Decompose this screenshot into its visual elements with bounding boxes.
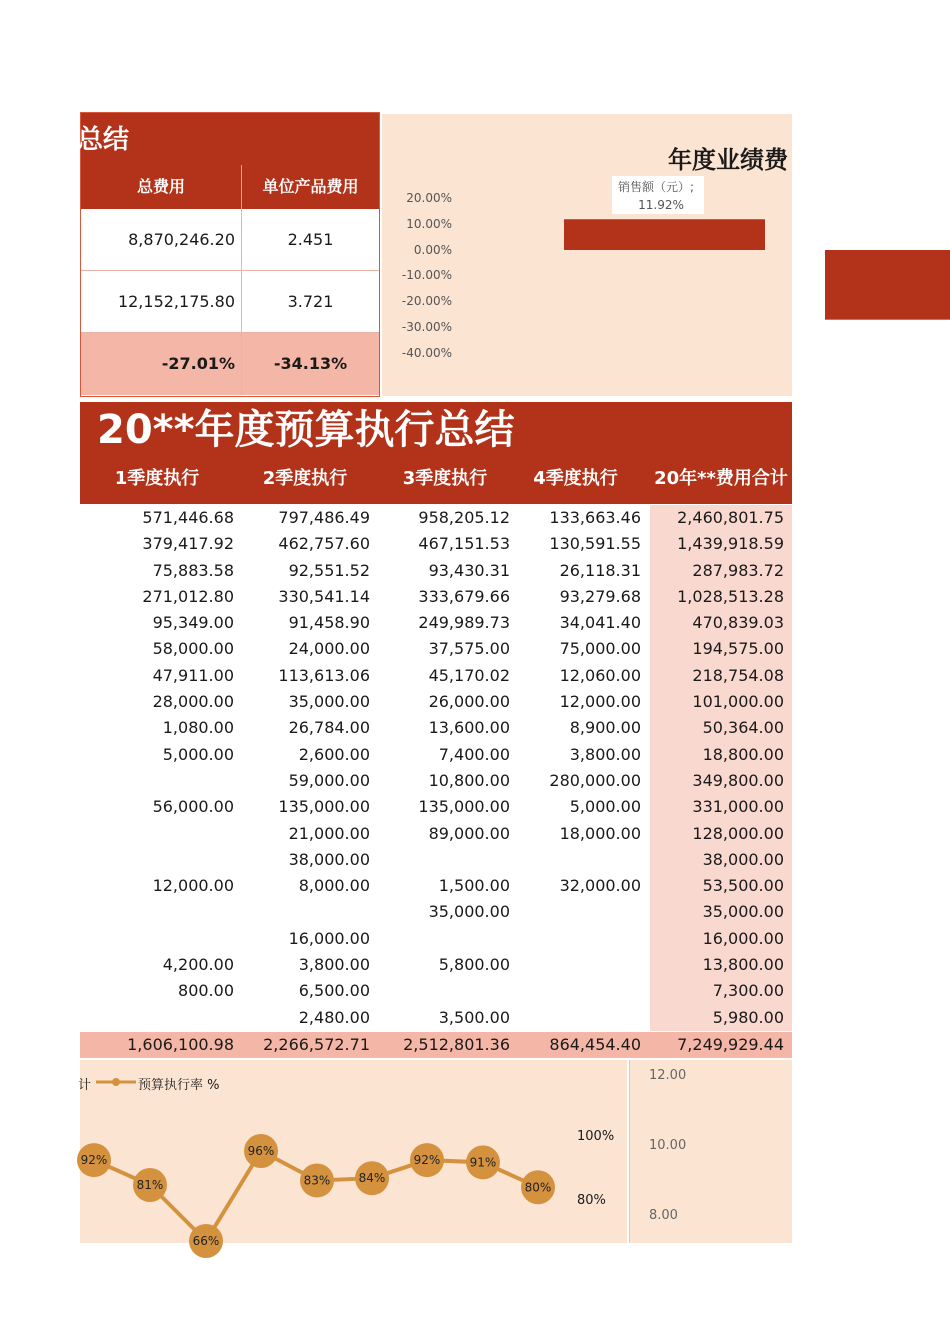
table-cell[interactable]: 280,000.00 xyxy=(549,770,641,790)
table-cell[interactable]: 5,980.00 xyxy=(712,1007,784,1027)
table-cell[interactable]: 37,575.00 xyxy=(428,639,510,659)
table-cell[interactable] xyxy=(240,899,370,925)
table-cell[interactable]: 958,205.12 xyxy=(418,508,510,527)
table-cell[interactable]: 12,000.00 xyxy=(152,876,234,896)
table-cell[interactable]: 45,170.02 xyxy=(428,665,510,685)
y-tick-2: 10.00% xyxy=(406,217,452,231)
table-cell[interactable]: 21,000.00 xyxy=(288,823,370,843)
table-cell[interactable]: 1,028,513.28 xyxy=(677,586,784,606)
table-cell[interactable]: 59,000.00 xyxy=(288,770,370,790)
table-row xyxy=(80,794,792,820)
table-cell[interactable]: 24,000.00 xyxy=(288,639,370,659)
table-cell[interactable]: 3,800.00 xyxy=(298,955,370,975)
table-cell[interactable] xyxy=(510,978,641,1004)
table-cell[interactable]: 47,911.00 xyxy=(152,665,234,685)
header-annual-total[interactable]: 20年**费用合计 xyxy=(654,468,788,489)
table-cell[interactable] xyxy=(510,952,641,978)
table-cell[interactable]: 32,000.00 xyxy=(559,876,641,896)
table-cell[interactable]: 571,446.68 xyxy=(142,508,234,527)
execution-rate-svg xyxy=(80,1060,627,1248)
side-y-tick-3: 8.00 xyxy=(649,1208,678,1223)
table-cell[interactable]: 101,000.00 xyxy=(692,692,784,712)
summary-title-bar xyxy=(77,113,379,165)
table-cell[interactable]: 2,480.00 xyxy=(298,1007,370,1027)
table-cell[interactable]: 13,800.00 xyxy=(702,955,784,975)
table-cell[interactable]: 6,500.00 xyxy=(298,981,370,1001)
table-cell[interactable]: 333,679.66 xyxy=(418,586,510,606)
budget-title: 20**年度预算执行总结 xyxy=(97,407,515,453)
table-cell[interactable]: 3,500.00 xyxy=(438,1007,510,1027)
total-q1[interactable]: 1,606,100.98 xyxy=(127,1035,234,1054)
table-row xyxy=(80,952,792,978)
bar-cost[interactable] xyxy=(825,250,950,320)
cell-unit-cost-change[interactable]: -34.13% xyxy=(242,333,379,395)
table-cell[interactable]: 128,000.00 xyxy=(692,823,784,843)
execution-rate-label: 84% xyxy=(358,1171,386,1186)
table-row xyxy=(80,1005,792,1031)
table-row xyxy=(80,742,792,768)
legend-series-label: 预算执行率 % xyxy=(138,1078,220,1093)
table-cell[interactable] xyxy=(80,1005,234,1031)
header-q3[interactable]: 3季度执行 xyxy=(402,468,488,489)
execution-rate-label: 66% xyxy=(192,1234,220,1248)
data-label-value: 11.92% xyxy=(638,198,684,212)
table-cell[interactable]: 113,613.06 xyxy=(278,665,370,685)
cell-unit-cost-1[interactable]: 2.451 xyxy=(242,209,379,271)
table-cell[interactable]: 35,000.00 xyxy=(288,692,370,712)
table-cell[interactable] xyxy=(510,926,641,952)
table-cell[interactable]: 467,151.53 xyxy=(418,534,510,554)
table-cell[interactable]: 797,486.49 xyxy=(278,508,370,527)
execution-rate-label: 92% xyxy=(80,1153,108,1168)
y-tick-1: 20.00% xyxy=(406,191,452,205)
table-cell[interactable] xyxy=(380,926,510,952)
table-cell[interactable] xyxy=(510,847,641,873)
table-cell[interactable]: 194,575.00 xyxy=(692,639,784,659)
table-row xyxy=(80,821,792,847)
side-y-tick-1: 12.00 xyxy=(649,1068,687,1083)
cell-unit-cost-2[interactable]: 3.721 xyxy=(242,271,379,333)
table-cell[interactable]: 470,839.03 xyxy=(692,613,784,633)
table-cell[interactable]: 53,500.00 xyxy=(702,876,784,896)
table-row xyxy=(80,715,792,741)
total-q3[interactable]: 2,512,801.36 xyxy=(403,1035,510,1054)
table-cell[interactable] xyxy=(510,1005,641,1031)
table-cell[interactable]: 18,800.00 xyxy=(702,744,784,764)
y-tick-4: -10.00% xyxy=(401,268,452,282)
table-row xyxy=(80,610,792,636)
table-cell[interactable]: 135,000.00 xyxy=(418,797,510,817)
table-cell[interactable] xyxy=(80,768,234,794)
total-q2[interactable]: 2,266,572.71 xyxy=(263,1035,370,1054)
table-cell[interactable]: 12,000.00 xyxy=(559,692,641,712)
table-cell[interactable]: 38,000.00 xyxy=(288,849,370,869)
summary-table xyxy=(77,112,380,397)
table-cell[interactable]: 89,000.00 xyxy=(428,823,510,843)
table-cell[interactable]: 12,060.00 xyxy=(559,665,641,685)
table-cell[interactable]: 287,983.72 xyxy=(692,560,784,580)
table-row xyxy=(80,636,792,662)
table-cell[interactable]: 26,784.00 xyxy=(288,718,370,738)
cell-total-cost-2[interactable]: 12,152,175.80 xyxy=(81,271,242,333)
header-q4[interactable]: 4季度执行 xyxy=(533,468,618,489)
table-cell[interactable]: 133,663.46 xyxy=(549,508,641,527)
table-cell[interactable]: 35,000.00 xyxy=(702,902,784,922)
table-cell[interactable]: 91,458.90 xyxy=(288,613,370,633)
table-cell[interactable]: 7,400.00 xyxy=(438,744,510,764)
table-cell[interactable]: 26,000.00 xyxy=(428,692,510,712)
table-cell[interactable]: 34,041.40 xyxy=(559,613,641,633)
summary-title: 总结 xyxy=(77,125,130,155)
cell-total-cost-1[interactable]: 8,870,246.20 xyxy=(81,209,242,271)
table-row xyxy=(80,873,792,899)
table-row xyxy=(80,531,792,557)
table-row xyxy=(80,689,792,715)
table-cell[interactable]: 4,200.00 xyxy=(162,955,234,975)
table-cell[interactable]: 8,000.00 xyxy=(298,876,370,896)
table-cell[interactable]: 1,500.00 xyxy=(438,876,510,896)
y-tick-7: -40.00% xyxy=(401,346,452,360)
header-q1[interactable]: 1季度执行 xyxy=(114,468,200,489)
table-cell[interactable]: 1,439,918.59 xyxy=(677,534,784,554)
table-row xyxy=(80,926,792,952)
data-label-series: 销售额（元）; xyxy=(618,180,695,194)
table-cell[interactable]: 130,591.55 xyxy=(549,534,641,554)
side-chart-divider xyxy=(629,1060,630,1243)
table-row xyxy=(80,768,792,794)
table-cell[interactable]: 38,000.00 xyxy=(702,849,784,869)
table-row xyxy=(80,847,792,873)
table-row xyxy=(80,505,792,531)
table-cell[interactable]: 75,000.00 xyxy=(559,639,641,659)
table-cell[interactable]: 16,000.00 xyxy=(702,928,784,948)
table-cell[interactable]: 50,364.00 xyxy=(702,718,784,738)
budget-total-row xyxy=(80,1032,792,1058)
table-cell[interactable] xyxy=(380,847,510,873)
header-q2[interactable]: 2季度执行 xyxy=(262,468,348,489)
budget-rows xyxy=(80,505,792,1031)
table-cell[interactable]: 2,460,801.75 xyxy=(677,508,784,527)
table-cell[interactable]: 92,551.52 xyxy=(288,560,370,580)
exec-y-tick-1: 100% xyxy=(577,1129,615,1144)
table-cell[interactable]: 18,000.00 xyxy=(559,823,641,843)
table-cell[interactable]: 331,000.00 xyxy=(692,797,784,817)
table-cell[interactable]: 218,754.08 xyxy=(692,665,784,685)
table-cell[interactable] xyxy=(80,899,234,925)
table-cell[interactable]: 8,900.00 xyxy=(569,718,641,738)
budget-header-row xyxy=(80,458,792,504)
table-cell[interactable]: 330,541.14 xyxy=(278,586,370,606)
side-y-tick-2: 10.00 xyxy=(649,1138,687,1153)
execution-rate-label: 96% xyxy=(247,1144,275,1158)
budget-title-bar xyxy=(80,402,792,458)
table-cell[interactable] xyxy=(80,926,234,952)
y-tick-5: -20.00% xyxy=(401,294,452,308)
table-cell[interactable]: 5,800.00 xyxy=(438,955,510,975)
table-cell[interactable]: 28,000.00 xyxy=(152,692,234,712)
table-cell[interactable] xyxy=(510,899,641,925)
y-tick-3: 0.00% xyxy=(413,243,452,257)
table-row xyxy=(80,584,792,610)
table-cell[interactable]: 58,000.00 xyxy=(152,639,234,659)
table-cell[interactable]: 5,000.00 xyxy=(162,744,234,764)
table-row xyxy=(80,558,792,584)
execution-rate-label: 80% xyxy=(524,1180,552,1195)
cell-total-cost-change[interactable]: -27.01% xyxy=(81,333,242,395)
table-row xyxy=(80,899,792,925)
table-cell[interactable]: 13,600.00 xyxy=(428,718,510,738)
execution-rate-label: 92% xyxy=(413,1153,441,1168)
exec-y-tick-2: 80% xyxy=(577,1193,606,1208)
table-cell[interactable]: 93,430.31 xyxy=(428,560,510,580)
table-cell[interactable]: 135,000.00 xyxy=(278,797,370,817)
table-cell[interactable] xyxy=(80,847,234,873)
performance-chart-title: 年度业绩费 xyxy=(668,146,788,174)
execution-rate-label: 91% xyxy=(469,1155,497,1170)
total-annual[interactable]: 7,249,929.44 xyxy=(677,1035,784,1054)
table-cell[interactable]: 2,600.00 xyxy=(298,744,370,764)
bar-sales[interactable] xyxy=(564,219,765,250)
table-cell[interactable] xyxy=(380,978,510,1004)
header-total-cost[interactable]: 总费用 xyxy=(81,165,242,209)
table-cell[interactable]: 35,000.00 xyxy=(428,902,510,922)
table-cell[interactable]: 249,989.73 xyxy=(418,613,510,633)
side-chart[interactable] xyxy=(629,1060,792,1243)
table-cell[interactable]: 10,800.00 xyxy=(428,770,510,790)
table-cell[interactable]: 26,118.31 xyxy=(559,560,641,580)
table-cell[interactable] xyxy=(80,821,234,847)
table-cell[interactable]: 93,279.68 xyxy=(559,586,641,606)
table-cell[interactable]: 95,349.00 xyxy=(152,613,234,633)
table-cell[interactable]: 379,417.92 xyxy=(142,534,234,554)
table-cell[interactable]: 7,300.00 xyxy=(712,981,784,1001)
table-cell[interactable]: 75,883.58 xyxy=(152,560,234,580)
execution-rate-label: 83% xyxy=(303,1173,331,1188)
total-q4[interactable]: 864,454.40 xyxy=(549,1035,641,1054)
table-cell[interactable]: 56,000.00 xyxy=(152,797,234,817)
table-row xyxy=(80,978,792,1004)
table-cell[interactable]: 349,800.00 xyxy=(692,770,784,790)
table-cell[interactable]: 3,800.00 xyxy=(569,744,641,764)
table-cell[interactable]: 800.00 xyxy=(178,981,234,1001)
table-cell[interactable]: 5,000.00 xyxy=(569,797,641,817)
y-tick-6: -30.00% xyxy=(401,320,452,334)
spreadsheet-page xyxy=(77,0,792,1344)
performance-chart[interactable] xyxy=(382,114,792,396)
execution-rate-label: 81% xyxy=(136,1178,164,1192)
table-cell[interactable]: 16,000.00 xyxy=(288,928,370,948)
table-cell[interactable]: 1,080.00 xyxy=(162,718,234,738)
execution-rate-chart[interactable] xyxy=(78,1060,627,1248)
legend-left-label: 计 xyxy=(78,1078,92,1093)
table-cell[interactable]: 462,757.60 xyxy=(278,534,370,554)
header-unit-cost[interactable]: 单位产品费用 xyxy=(242,165,379,209)
table-row xyxy=(80,663,792,689)
table-cell[interactable]: 271,012.80 xyxy=(142,586,234,606)
